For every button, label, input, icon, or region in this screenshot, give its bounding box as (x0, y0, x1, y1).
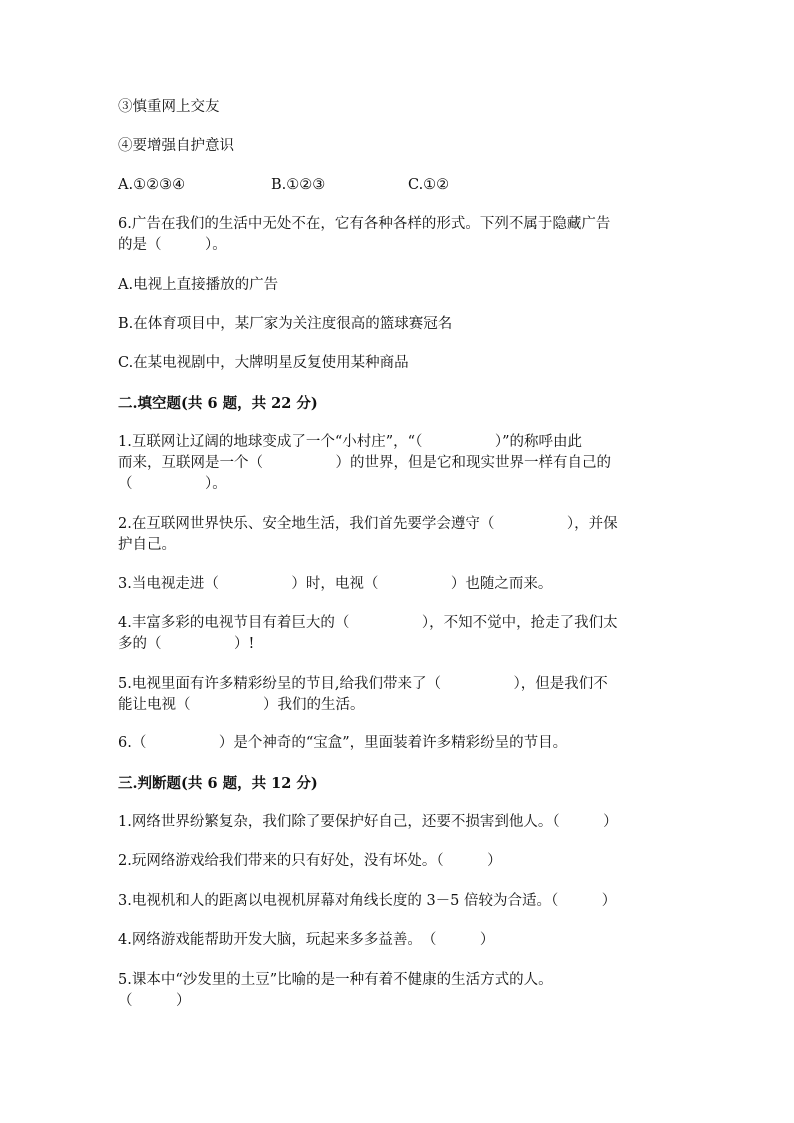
q5-item-4: ④要增强自护意识 (118, 138, 234, 154)
q6-option-a: A.电视上直接播放的广告 (118, 277, 279, 293)
tf-q5-line2: （ ） (118, 993, 191, 1009)
fill-q3: 3.当电视走进（ ）时，电视（ ）也随之而来。 (118, 576, 553, 592)
q5-options (118, 175, 449, 196)
fill-q5-line2: 能让电视（ ）我们的生活。 (118, 697, 365, 713)
q5-option-c: C.①② (408, 177, 450, 193)
fill-q2-line2: 护自己。 (118, 537, 176, 553)
section-fill-blank-title: 二.填空题(共 6 题，共 22 分) (118, 395, 318, 412)
q5-option-a: A.①②③④ (118, 177, 186, 193)
section-true-false-title: 三.判断题(共 6 题，共 12 分) (118, 775, 318, 792)
q6-stem-line2: 的是（ ）。 (118, 237, 227, 253)
fill-q5-line1: 5.电视里面有许多精彩纷呈的节目,给我们带来了（ ），但是我们不 (118, 676, 608, 692)
fill-q4-line1: 4.丰富多彩的电视节目有着巨大的（ ），不知不觉中，抢走了我们太 (118, 615, 618, 631)
tf-q3: 3.电视机和人的距离以电视机屏幕对角线长度的 3－5 倍较为合适。（ ） (118, 893, 617, 909)
fill-q1-line3: （ ）。 (118, 476, 227, 492)
q5-item-3: ③慎重网上交友 (118, 99, 220, 115)
fill-q1-line1: 1.互联网让辽阔的地球变成了一个“小村庄”，“（ ）”的称呼由此 (118, 434, 582, 450)
tf-q1: 1.网络世界纷繁复杂，我们除了要保护好自己，还要不损害到他人。（ ） (118, 814, 618, 830)
q6-stem-line1: 6.广告在我们的生活中无处不在，它有各种各样的形式。下列不属于隐藏广告 (118, 216, 611, 232)
tf-q2: 2.玩网络游戏给我们带来的只有好处，没有坏处。（ ） (118, 853, 502, 869)
q5-option-b: B.①②③ (271, 177, 326, 193)
fill-q2-line1: 2.在互联网世界快乐、安全地生活，我们首先要学会遵守（ ），并保 (118, 516, 618, 532)
q6-option-c: C.在某电视剧中，大牌明星反复使用某种商品 (118, 355, 409, 371)
q6-option-b: B.在体育项目中，某厂家为关注度很高的篮球赛冠名 (118, 316, 453, 332)
fill-q4-line2: 多的（ ）! (118, 636, 255, 652)
fill-q1-line2: 而来，互联网是一个（ ）的世界，但是它和现实世界一样有自己的 (118, 455, 611, 471)
tf-q5-line1: 5.课本中“沙发里的土豆”比喻的是一种有着不健康的生活方式的人。 (118, 972, 553, 988)
tf-q4: 4.网络游戏能帮助开发大脑，玩起来多多益善。 （ ） (118, 932, 495, 948)
fill-q6: 6.（ ）是个神奇的“宝盒”，里面装着许多精彩纷呈的节目。 (118, 735, 568, 751)
